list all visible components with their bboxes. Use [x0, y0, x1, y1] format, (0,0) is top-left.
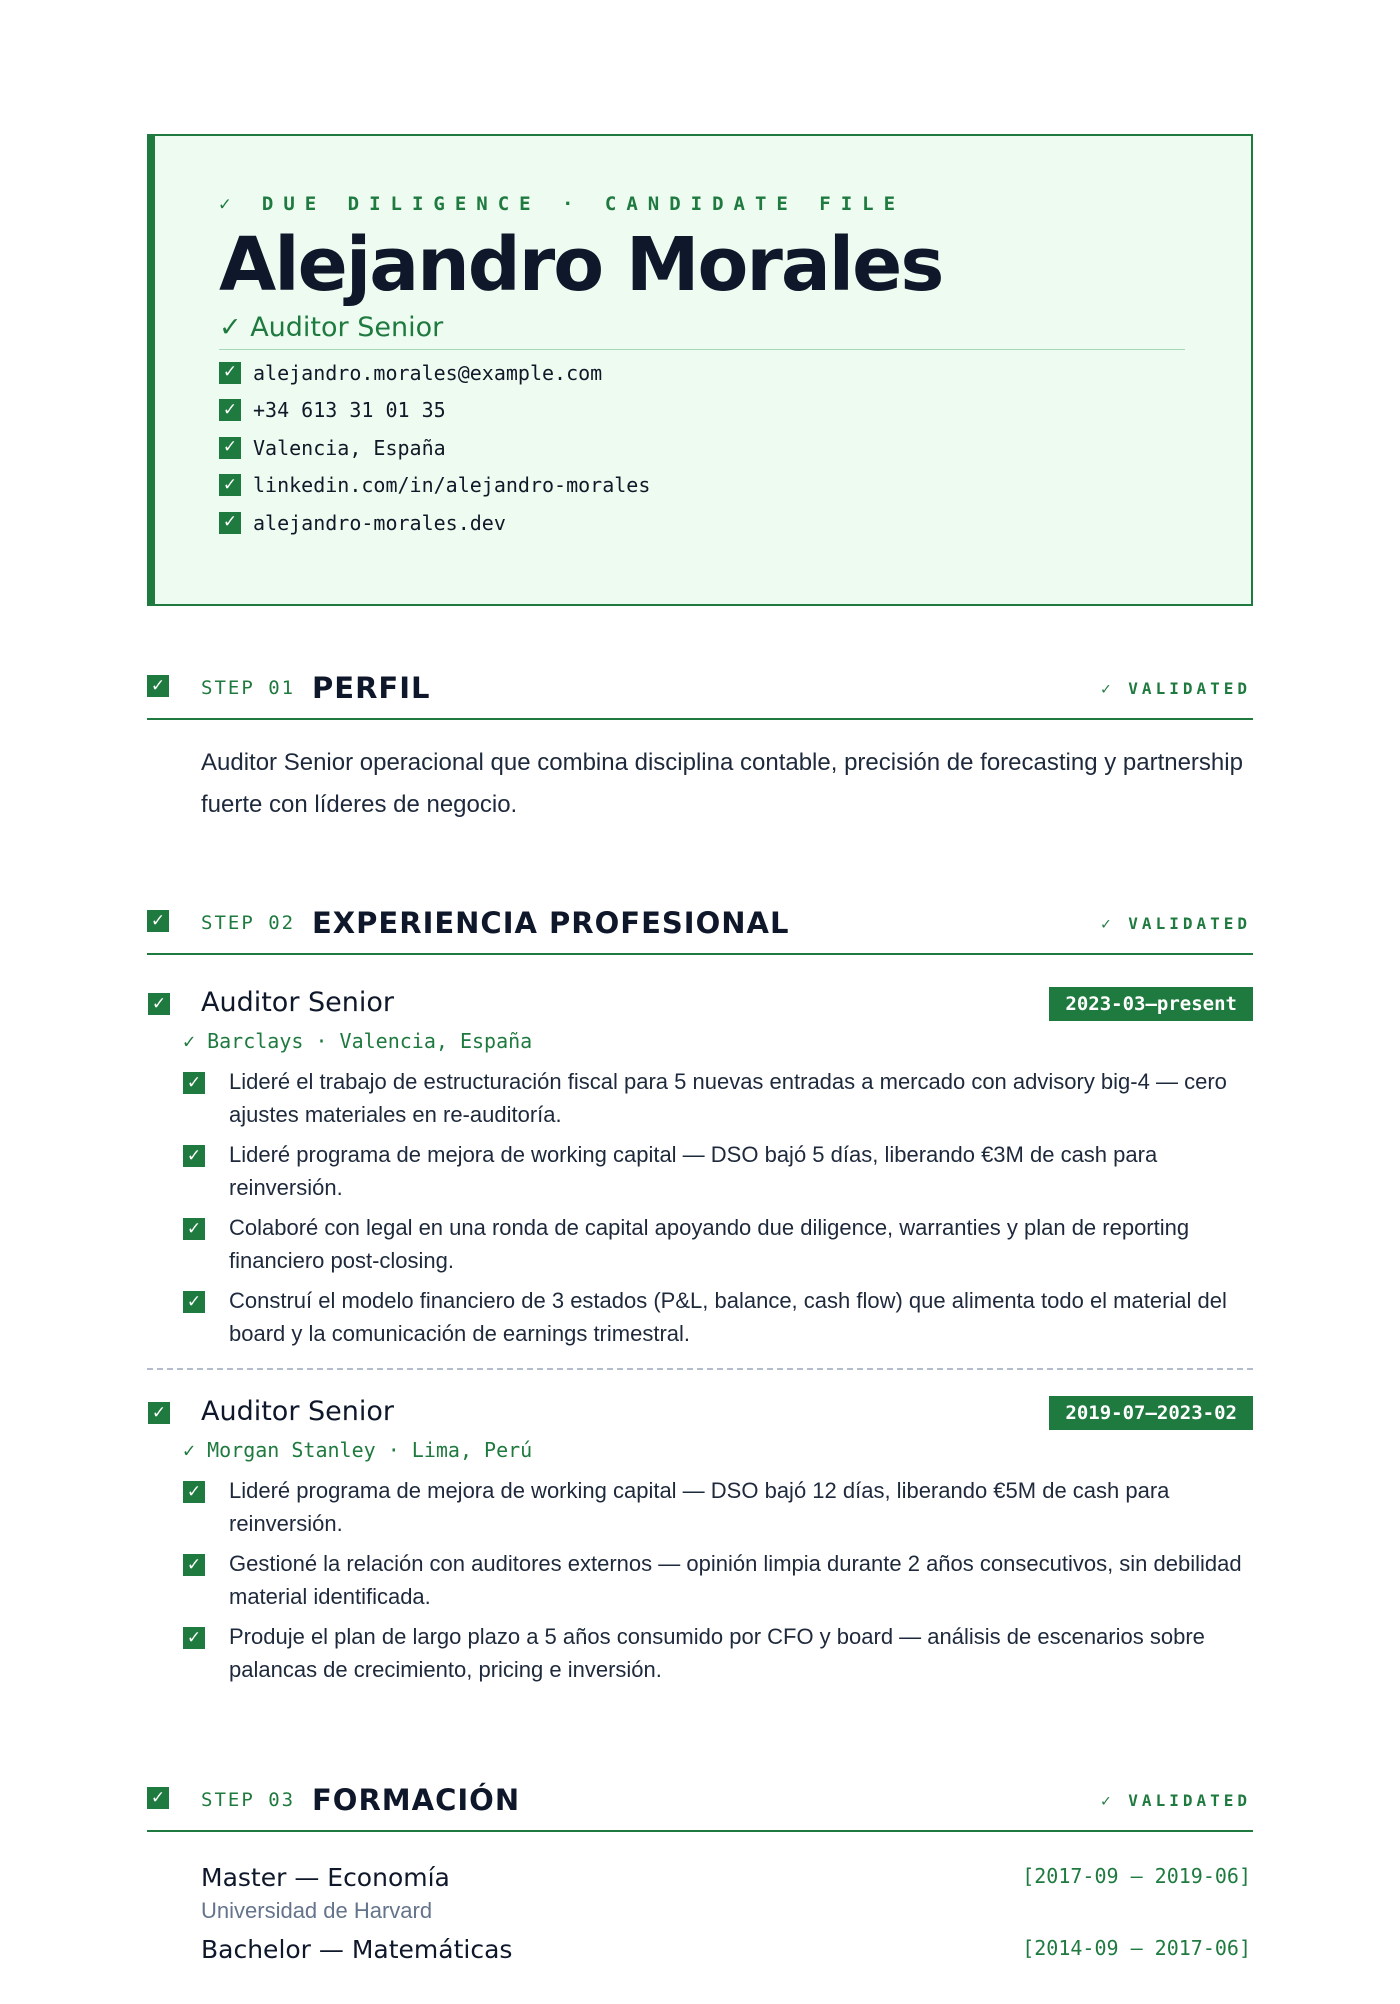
checkbox-icon: ✓ [219, 362, 241, 384]
job-header [147, 983, 1253, 1023]
education-entry [147, 1860, 1253, 1932]
contact-website-text: alejandro-morales.dev [253, 510, 506, 535]
job-bullet [147, 1547, 1253, 1613]
job-bullet-text: Gestioné la relación con auditores externos — opinión limpia durante 2 años consecutivos, sin debilidad material identificada. [229, 1551, 1242, 1609]
job-bullet [147, 1620, 1253, 1686]
contact-location [219, 429, 1185, 467]
checkbox-icon: ✓ [147, 675, 169, 697]
contact-linkedin-text: linkedin.com/in/alejandro-morales [253, 473, 651, 498]
degree-title: Bachelor — Matemáticas [201, 1935, 513, 1964]
job-bullet-text: Produje el plan de largo plazo a 5 años consumido por CFO y board — análisis de escenarios sobre palancas de crecimiento, pricing e inversión. [229, 1624, 1205, 1682]
job-bullet-text: Lideré el trabajo de estructuración fiscal para 5 nuevas entradas a mercado con advisory big-4 — cero ajustes materiales en re-auditoría. [229, 1069, 1227, 1127]
contact-linkedin[interactable] [219, 467, 1185, 505]
candidate-name: Alejandro Morales [219, 222, 943, 308]
checkbox-icon: ✓ [219, 474, 241, 496]
degree-title: Master — Economía [201, 1863, 450, 1892]
step-number: STEP 01 [201, 677, 296, 699]
step-number: STEP 02 [201, 912, 296, 934]
contact-email[interactable] [219, 354, 1185, 392]
contact-phone[interactable] [219, 392, 1185, 430]
validated-badge: ✓ VALIDATED [1101, 1790, 1251, 1810]
education-entry [147, 1932, 1253, 2004]
job-bullet [147, 1211, 1253, 1277]
checkbox-icon: ✓ [148, 1402, 170, 1424]
section-header [147, 1770, 1253, 1832]
checkbox-icon: ✓ [219, 512, 241, 534]
checkbox-icon: ✓ [148, 993, 170, 1015]
validated-badge: ✓ VALIDATED [1101, 913, 1251, 933]
job-bullet [147, 1474, 1253, 1540]
checkbox-icon: ✓ [183, 1291, 205, 1313]
step-number: STEP 03 [201, 1789, 296, 1811]
job-title: Auditor Senior [201, 1396, 394, 1427]
section-header [147, 658, 1253, 720]
education-dates: [2014-09 – 2017-06] [1022, 1936, 1251, 1960]
job-company: ✓ Morgan Stanley · Lima, Perú [183, 1438, 533, 1462]
section-formacion [147, 1770, 1253, 2004]
validated-badge: ✓ VALIDATED [1101, 678, 1251, 698]
contact-location-text: Valencia, España [253, 435, 446, 460]
job-bullet-text: Colaboré con legal en una ronda de capital apoyando due diligence, warranties y plan de reporting financiero post-closing. [229, 1215, 1190, 1273]
job-dates-badge: 2023-03—present [1049, 987, 1253, 1021]
job-bullet-text: Lideré programa de mejora de working capital — DSO bajó 5 días, liberando €3M de cash para reinversión. [229, 1142, 1158, 1200]
candidate-role: ✓ Auditor Senior [219, 310, 1185, 350]
job-bullet [147, 1138, 1253, 1204]
section-header [147, 893, 1253, 955]
checkbox-icon: ✓ [183, 1554, 205, 1576]
checkbox-icon: ✓ [183, 1481, 205, 1503]
job-bullet-text: Lideré programa de mejora de working capital — DSO bajó 12 días, liberando €5M de cash para reinversión. [229, 1478, 1170, 1536]
contact-list [219, 354, 1185, 542]
header-card [147, 134, 1253, 606]
job-header [147, 1392, 1253, 1432]
contact-website[interactable] [219, 504, 1185, 542]
checkbox-icon: ✓ [219, 437, 241, 459]
checkbox-icon: ✓ [147, 1787, 169, 1809]
job-entry [147, 1368, 1253, 1686]
education-dates: [2017-09 – 2019-06] [1022, 1864, 1251, 1888]
job-entry [147, 955, 1253, 1350]
job-dates-badge: 2019-07—2023-02 [1049, 1396, 1253, 1430]
school-name: Universidad de Harvard [201, 1898, 433, 1923]
job-bullets [147, 1065, 1253, 1350]
document-kicker: ✓ DUE DILIGENCE · CANDIDATE FILE [219, 193, 906, 215]
checkbox-icon: ✓ [183, 1218, 205, 1240]
section-title: EXPERIENCIA PROFESIONAL [312, 906, 790, 940]
section-title: FORMACIÓN [312, 1783, 521, 1817]
checkbox-icon: ✓ [183, 1145, 205, 1167]
profile-summary: Auditor Senior operacional que combina disciplina contable, precisión de forecasting y partnership fuerte con líderes de negocio. [201, 749, 1243, 818]
job-bullet [147, 1284, 1253, 1350]
job-bullet [147, 1065, 1253, 1131]
checkbox-icon: ✓ [183, 1627, 205, 1649]
section-title: PERFIL [312, 671, 431, 705]
section-perfil [147, 658, 1253, 826]
job-bullets [147, 1474, 1253, 1686]
job-title: Auditor Senior [201, 987, 394, 1018]
contact-phone-text: +34 613 31 01 35 [253, 398, 446, 423]
job-company: ✓ Barclays · Valencia, España [183, 1029, 533, 1053]
contact-email-text: alejandro.morales@example.com [253, 360, 603, 385]
checkbox-icon: ✓ [219, 399, 241, 421]
checkbox-icon: ✓ [147, 910, 169, 932]
checkbox-icon: ✓ [183, 1072, 205, 1094]
section-experiencia [147, 893, 1253, 1693]
job-bullet-text: Construí el modelo financiero de 3 estados (P&L, balance, cash flow) que alimenta todo el material del board y la comunicación de earnings trimestral. [229, 1288, 1227, 1346]
